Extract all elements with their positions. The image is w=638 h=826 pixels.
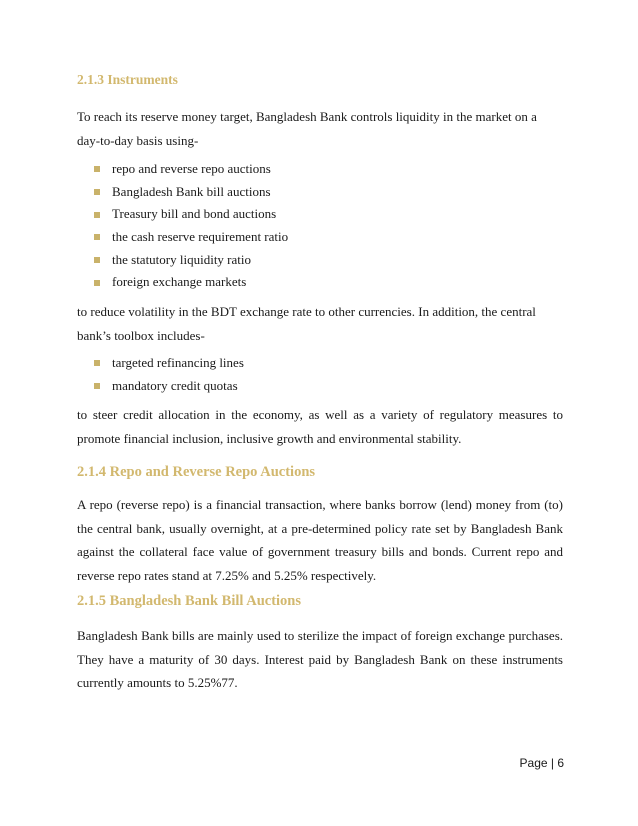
paragraph-repo: A repo (reverse repo) is a financial transaction, where banks borrow (lend) money from (to) the central bank, usually overnight, at a pre-determined policy rate set by Bangladesh Bank against the collateral face value of government treasury bills and bonds. Current repo and reverse repo rates stand at 7.25% and 5.25% respectively. xyxy=(77,497,563,583)
square-bullet-icon xyxy=(94,257,100,263)
paragraph-instruments-closing: to steer credit allocation in the economy, as well as a variety of regulatory measures to promote financial inclusion, inclusive growth and environmental stability. xyxy=(77,407,563,446)
list-item: the cash reserve requirement ratio xyxy=(94,226,288,249)
list-item: the statutory liquidity ratio xyxy=(94,249,288,272)
list-item: Treasury bill and bond auctions xyxy=(94,203,288,226)
square-bullet-icon xyxy=(94,383,100,389)
list-item: repo and reverse repo auctions xyxy=(94,158,288,181)
paragraph-bill-auctions: Bangladesh Bank bills are mainly used to sterilize the impact of foreign exchange purchases. They have a maturity of 30 days. Interest paid by Bangladesh Bank on these instruments currently amounts to 5.25%77. xyxy=(77,628,563,690)
section-heading-instruments: 2.1.3 Instruments xyxy=(77,72,178,87)
square-bullet-icon xyxy=(94,166,100,172)
page-number: Page | 6 xyxy=(519,756,564,770)
section-heading-repo: 2.1.4 Repo and Reverse Repo Auctions xyxy=(77,464,316,480)
square-bullet-icon xyxy=(94,234,100,240)
bullet-list-toolbox xyxy=(94,352,244,397)
square-bullet-icon xyxy=(94,189,100,195)
square-bullet-icon xyxy=(94,360,100,366)
list-item: foreign exchange markets xyxy=(94,271,288,294)
paragraph-instruments-intro: To reach its reserve money target, Bangladesh Bank controls liquidity in the market on a day-to-day basis using- xyxy=(77,109,537,148)
square-bullet-icon xyxy=(94,280,100,286)
section-heading-bill-auctions: 2.1.5 Bangladesh Bank Bill Auctions xyxy=(77,593,302,609)
list-item: Bangladesh Bank bill auctions xyxy=(94,181,288,204)
square-bullet-icon xyxy=(94,212,100,218)
bullet-list-instruments xyxy=(94,158,288,294)
list-item: targeted refinancing lines xyxy=(94,352,244,375)
paragraph-instruments-middle: to reduce volatility in the BDT exchange rate to other currencies. In addition, the central bank’s toolbox includes- xyxy=(77,304,536,343)
list-item: mandatory credit quotas xyxy=(94,375,244,398)
